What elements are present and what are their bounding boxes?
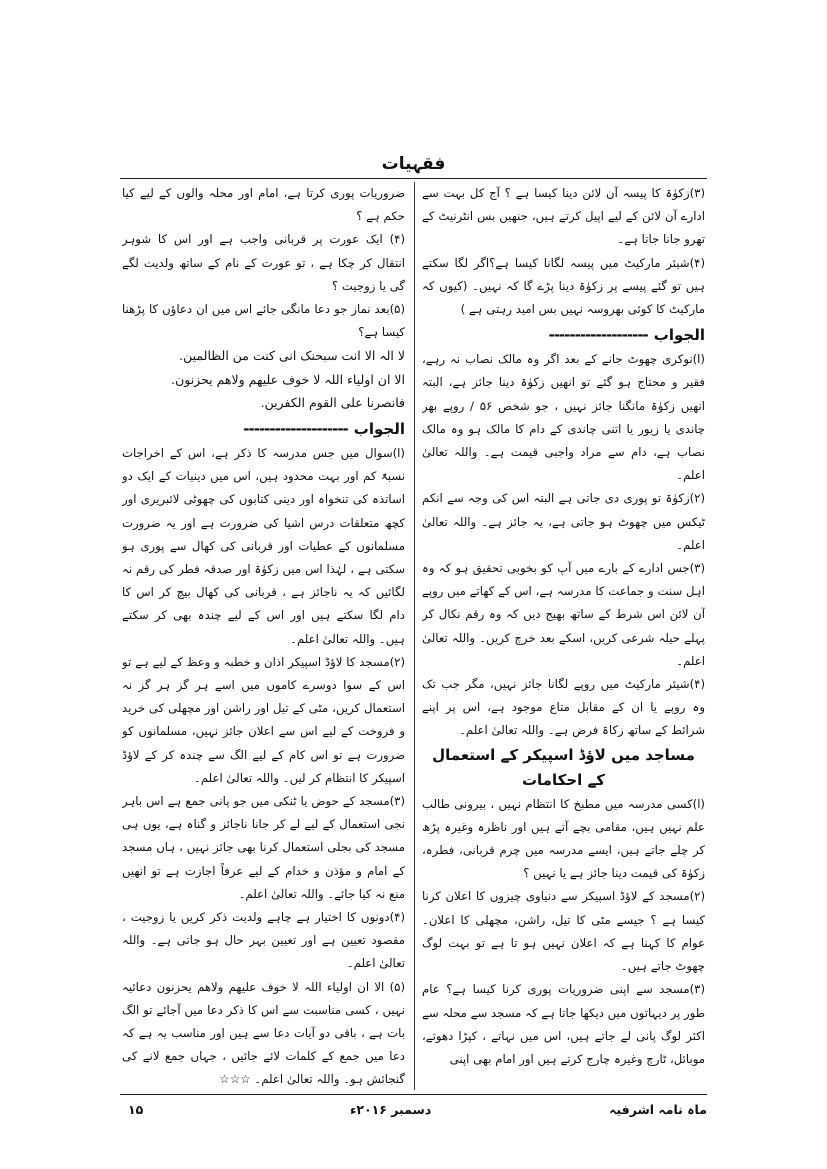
question-paragraph: (۴) ایک عورت پر قربانی واجب ہے اور اس کا شوہر انتقال کر چکا ہے ، تو عورت کے نام کے ساتھ ولدیت لگے گی یا زوجیت ؟	[122, 232, 405, 293]
answer-heading-dashes: -------------------	[548, 326, 648, 345]
question-paragraph: (۳)زکوٰۃ کا پیسہ آن لائن دینا کیسا ہے ؟ آج کل بہت سے ادارے آن لائن کے لیے اپیل کرتے ہیں، جنھیں بس انٹرنیٹ کے تھرو جانا جاتا ہے۔	[422, 186, 705, 247]
question-paragraph: ضروریات پوری کرتا ہے، امام اور محلہ والوں کے لیے کیا حکم ہے ؟	[122, 186, 405, 224]
issue-date: دسمبر ۲۰۱۶ء	[350, 1102, 432, 1117]
top-rule	[120, 178, 707, 179]
question-paragraph: (۵)بعد نماز جو دعا مانگی جائے اس میں ان دعاؤں کا پڑھنا کیسا ہے؟	[122, 302, 405, 340]
answer-heading-label: الجواب	[353, 419, 405, 438]
answer-heading	[122, 417, 405, 442]
arabic-verse: لا الہ الا انت سبحنک انی کنت من الظالمین.	[179, 348, 405, 364]
question-paragraph: (۳)مسجد سے اپنی ضروریات پوری کرنا کیسا ہے؟ عام طور پر دیہاتوں میں دیکھا جاتا ہے کہ مسجد سے محلہ سے اکثر لوگ پانی لے جاتے ہیں، اس میں نہاتے ، کپڑا دھوتے، موبائل، ٹارچ وغیرہ چارج کرتے ہیں اور امام بھی اپنی	[422, 982, 705, 1066]
answer-paragraph: (ا)نوکری چھوٹ جانے کے بعد اگر وہ مالک نصاب نہ رہے، فقیر و محتاج ہو گئے تو انھیں زکوٰۃ دینا جائز ہے، البتہ انھیں زکوٰۃ مانگنا جائز نہیں ، جو شخص ۵۶ / روپے بھر چاندی یا زیور یا اتنی چاندی کے دام کا مالک ہو وہ مالک نصاب ہے، دام سے مراد واجبی قیمت ہے۔ واللہ تعالیٰ اعلم۔	[422, 352, 705, 483]
answer-paragraph: (۲)زکوٰۃ تو پوری دی جاتی ہے البتہ اس کی وجہ سے انکم ٹیکس میں چھوٹ ہو جاتی ہے، یہ جائز ہے۔ واللہ تعالیٰ اعلم۔	[422, 491, 705, 552]
answer-paragraph: (۳)مسجد کے حوض یا ٹنکی میں جو پانی جمع ہے اس باہر نجی استعمال کے لیے لے کر جانا ناجائز و گناہ ہے، یوں ہی مسجد کی بجلی استعمال کرنا بھی جائز نہیں ، ہاں مسجد کے امام و مؤذن و خدام کے لیے عرفاً اجازت ہے تو انھیں منع نہ کیا جائے۔ واللہ تعالیٰ اعلم۔	[122, 793, 405, 901]
answer-paragraph: (۳)جس ادارے کے بارے میں آپ کو بخوبی تحقیق ہو کہ وہ اہل سنت و جماعت کا مدرسہ ہے، اس کے کھاتے میں روپے آن لائن اس شرط کے ساتھ بھیج دیں کہ وہ رقم نکال کر پہلے حیلہ شرعی کریں، اسکے بعد خرچ کریں۔ واللہ تعالیٰ اعلم۔	[422, 561, 705, 668]
page-title: فقہیات	[381, 154, 446, 174]
question-paragraph: (ا)کسی مدرسہ میں مطبخ کا انتظام نہیں ، بیرونی طالب علم نہیں ہیں، مقامی بچے آتے ہیں اور ناظرہ وغیرہ پڑھ کر چلے جاتے ہیں، ایسے مدرسہ میں چرم قربانی، فطرہ، زکوٰۃ کی قیمت دینا جائز ہے یا نہیں ؟	[422, 796, 705, 881]
page-footer	[120, 1102, 707, 1124]
answer-paragraph: (۵) الا ان اولیاء اللہ لا خوف علیھم ولاھم یحزنون دعائیہ نہیں ، کسی مناسبت سے اس کا ذکر دعا میں آجائے تو الگ بات ہے ، باقی دو آیات دعا سے ہیں اور مناسب یہ ہے کہ دعا میں جمع کے کلمات لائے جائیں ، جہاں جمع لانے کی گنجائش ہو۔ واللہ تعالیٰ اعلم۔ ☆☆☆	[122, 979, 405, 1087]
answer-paragraph: (۴)شیئر مارکیٹ میں روپے لگانا جائز نہیں، مگر جب تک وہ روپے یا ان کے مقابل متاع موجود ہے، اس پر اپنے شرائط کے ساتھ زکاۃ فرض ہے۔ واللہ تعالیٰ اعلم۔	[422, 677, 705, 738]
arabic-verse: الا ان اولیاء اللہ لا خوف علیھم ولاھم یحزنون.	[171, 371, 405, 387]
column-divider	[414, 182, 415, 1090]
answer-paragraph: (۲)مسجد کا لاؤڈ اسپیکر اذان و خطبہ و وعظ کے لیے ہے تو اس کے سوا دوسرے کاموں میں اسے ہر گز ہر گز نہ استعمال کریں، مٹی کے تیل اور راشن اور مچھلی کی خرید و فروخت کے لیے اس سے اعلان جائز نہیں، مسلمانوں کو ضرورت ہے تو اس کام کے لیے الگ سے چندہ کر کے لاؤڈ اسپیکر کا انتظام کر لیں۔ واللہ تعالیٰ اعلم۔	[122, 654, 405, 785]
journal-name: ماہ نامہ اشرفیہ	[609, 1102, 707, 1117]
page-number: ۱۵	[128, 1102, 144, 1117]
arabic-verse: فانصرنا علی القوم الکفرین.	[260, 395, 405, 411]
answer-paragraph: (ا)سوال میں جس مدرسہ کا ذکر ہے، اس کے اخراجات نسبۃً کم اور بہت محدود ہیں، اس میں دینیات کے ایک دو اساتذہ کی تنخواہ اور دینی کتابوں کی چھوٹی لائبریری اور کچھ متعلقات درس اشیا کی ضرورت ہے اور یہ ضرورت مسلمانوں کے عطیات اور قربانی کی کھال سے پوری ہو سکتی ہے ، لہٰذا اس میں زکوٰۃ اور صدقہ فطر کی رقم نہ لگائیں کہ یہ ناجائز ہے ، قربانی کی کھال بیچ کر اس کا دام لگا سکتے ہیں اور اس کے لیے چندہ بھی کر سکتے ہیں۔ واللہ تعالیٰ اعلم۔	[122, 445, 405, 646]
answer-heading-label: الجواب	[653, 326, 705, 345]
answer-paragraph: (۴)دونوں کا اختیار ہے چاہے ولدیت ذکر کریں یا زوجیت ، مقصود تعیین ہے اور تعیین بہر حال ہو جاتی ہے۔ واللہ تعالیٰ اعلم۔	[122, 909, 405, 971]
left-column	[122, 182, 405, 1087]
answer-heading-dashes: --------------------	[243, 419, 348, 438]
question-paragraph: (۲)مسجد کے لاؤڈ اسپیکر سے دنیاوی چیزوں کا اعلان کرنا کیسا ہے ؟ جیسے مٹی کا تیل، راشن، مچھلی کا اعلان۔ عوام کا کہنا ہے کہ اعلان نہیں ہو تا ہے تو بہت لوگ چھوٹ جاتے ہیں۔	[422, 889, 705, 974]
right-column	[422, 182, 705, 1087]
bottom-rule	[120, 1094, 707, 1095]
answer-heading	[422, 323, 705, 348]
question-paragraph: (۴)شیئر مارکیٹ میں پیسہ لگانا کیسا ہے؟اگر لگا سکتے ہیں تو گئے پیسے پر زکوٰۃ دینا پڑے گا کہ نہیں۔ (کیوں کہ مارکیٹ کا کوئی بھروسہ نہیں بس امید رہتی ہے )	[422, 255, 705, 317]
section-title: مساجد میں لاؤڈ اسپیکر کے استعمال کے احکامات	[432, 745, 695, 789]
